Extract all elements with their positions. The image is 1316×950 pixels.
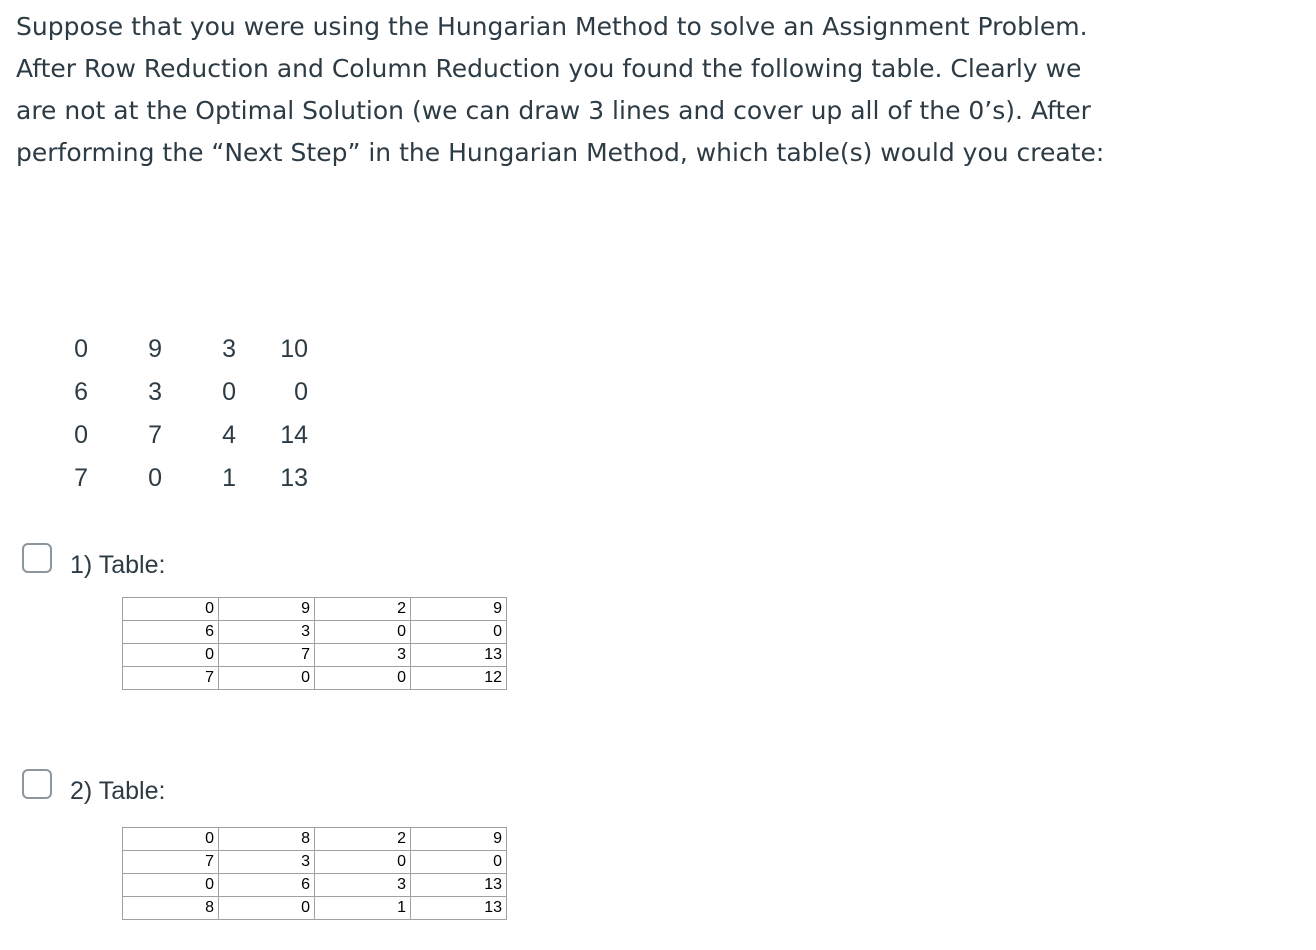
- table-cell: 7: [123, 667, 219, 690]
- table-cell: 7: [123, 851, 219, 874]
- answer-option-2[interactable]: [22, 769, 622, 809]
- matrix-cell: 7: [74, 464, 88, 492]
- option-1-checkbox[interactable]: [22, 543, 52, 573]
- table-cell: 3: [219, 621, 315, 644]
- table-cell: 0: [315, 621, 411, 644]
- table-cell: 3: [315, 874, 411, 897]
- table-row: [123, 644, 507, 667]
- table-row: [123, 851, 507, 874]
- table-cell: 9: [411, 828, 507, 851]
- table-cell: 0: [219, 667, 315, 690]
- matrix-cell: 0: [74, 335, 88, 363]
- matrix-cell: 10: [280, 335, 308, 363]
- question-text: Suppose that you were using the Hungarian Method to solve an Assignment Problem. After Row Reduction and Column Reduction you found the following table. Clearly we are not at the Optimal Solution (we can draw 3 lines and cover up all of the 0’s). After performing the “Next Step” in the Hungarian Method, which table(s) would you create:: [16, 12, 1105, 167]
- table-cell: 6: [123, 621, 219, 644]
- matrix-row: [50, 414, 308, 457]
- table-row: [123, 828, 507, 851]
- matrix-cell: 7: [148, 421, 162, 449]
- table-cell: 0: [411, 621, 507, 644]
- table-row: [123, 598, 507, 621]
- option-2-checkbox[interactable]: [22, 769, 52, 799]
- table-row: [123, 667, 507, 690]
- option-2-label: 2) Table:: [70, 777, 166, 805]
- matrix-cell: 9: [148, 335, 162, 363]
- table-cell: 0: [123, 874, 219, 897]
- matrix-row: [50, 457, 308, 500]
- table-cell: 8: [123, 897, 219, 920]
- table-cell: 0: [123, 598, 219, 621]
- matrix-cell: 4: [222, 421, 236, 449]
- matrix-cell: 0: [74, 421, 88, 449]
- table-cell: 13: [411, 874, 507, 897]
- matrix-row: [50, 328, 308, 371]
- table-cell: 0: [315, 851, 411, 874]
- table-cell: 0: [123, 828, 219, 851]
- table-cell: 0: [315, 667, 411, 690]
- table-cell: 0: [219, 897, 315, 920]
- matrix-cell: 3: [222, 335, 236, 363]
- table-row: [123, 874, 507, 897]
- matrix-cell: 3: [148, 378, 162, 406]
- option-2-table: [122, 827, 507, 920]
- option-1-label: 1) Table:: [70, 551, 166, 579]
- table-cell: 9: [219, 598, 315, 621]
- table-cell: 13: [411, 644, 507, 667]
- matrix-cell: 1: [222, 464, 236, 492]
- table-cell: 3: [315, 644, 411, 667]
- table-cell: 2: [315, 598, 411, 621]
- table-cell: 2: [315, 828, 411, 851]
- table-cell: 8: [219, 828, 315, 851]
- matrix-cell: 14: [280, 421, 308, 449]
- table-row: [123, 621, 507, 644]
- matrix-cell: 0: [148, 464, 162, 492]
- table-cell: 0: [123, 644, 219, 667]
- table-cell: 13: [411, 897, 507, 920]
- table-cell: 9: [411, 598, 507, 621]
- matrix-row: [50, 371, 308, 414]
- table-row: [123, 897, 507, 920]
- table-cell: 6: [219, 874, 315, 897]
- matrix-cell: 13: [280, 464, 308, 492]
- matrix-cell: 0: [222, 378, 236, 406]
- table-cell: 1: [315, 897, 411, 920]
- option-1-table: [122, 597, 507, 690]
- answer-option-1[interactable]: [22, 543, 622, 583]
- matrix-cell: 0: [294, 378, 308, 406]
- given-reduced-matrix: [50, 328, 308, 500]
- table-cell: 3: [219, 851, 315, 874]
- table-cell: 12: [411, 667, 507, 690]
- matrix-cell: 6: [74, 378, 88, 406]
- table-cell: 0: [411, 851, 507, 874]
- table-cell: 7: [219, 644, 315, 667]
